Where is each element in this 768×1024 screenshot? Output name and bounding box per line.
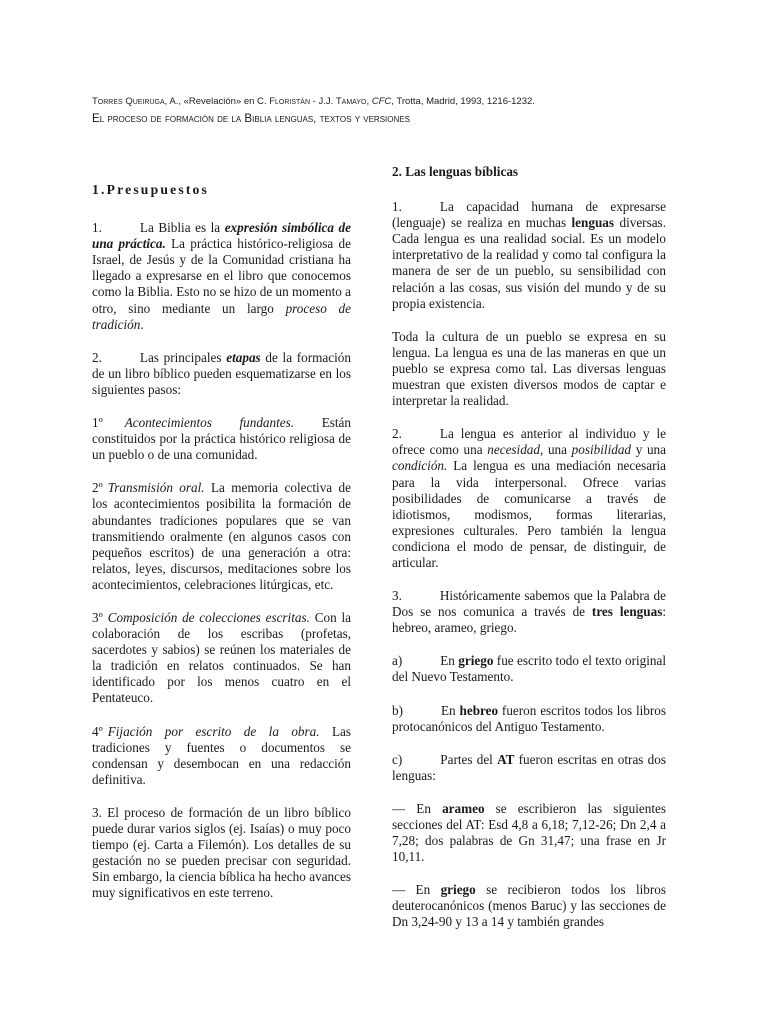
right-column (392, 164, 666, 948)
paragraph-number: 2. (392, 426, 402, 442)
bold-term: arameo (442, 800, 485, 816)
bold-italic-term: etapas (226, 349, 261, 365)
paragraph: 1. La capacidad humana de expresarse (lenguaje) se realiza en muchas lenguas diversas. Cada lengua es una realidad social. Es un modelo interpretativo de la realidad y como tal configura la manera de ser de un pueblo, su sensibilidad con relación a las cosas, sus visión del mundo y de su propia existencia. (392, 199, 666, 311)
paragraph-number: 2. (92, 349, 102, 365)
paragraph: 1º Acontecimientos fundantes. Están constituidos por la práctica histórico religiosa de un pueblo o de una comunidad. (92, 415, 351, 463)
italic-term: posibilidad (571, 442, 632, 458)
bold-term: griego (440, 882, 476, 898)
paragraph-number: b) (392, 702, 403, 718)
paragraph-number: c) (392, 751, 403, 767)
section-heading: 2. Las lenguas bíblicas (392, 164, 519, 179)
paragraph-number: 1. (392, 199, 402, 215)
paragraph: c) Partes del AT fueron escritas en otras dos lenguas: (392, 751, 666, 783)
bold-term: griego (458, 653, 494, 669)
citation-editor: Floristán (269, 96, 310, 107)
citation-text: , Trotta, Madrid, 1993, 1216-1232. (391, 96, 535, 107)
paragraph: 3. El proceso de formación de un libro bíblico puede durar varios siglos (ej. Isaías) o muy poco tiempo (ej. Carta a Filemón). Los detalles de su gestación no se pueden precisar con seguridad. Sin embargo, la ciencia bíblica ha hecho avances muy significativos en este terreno. (92, 804, 351, 901)
paragraph: 3º Composición de colecciones escritas. Con la colaboración de los escribas (profetas, sacerdotes y sabios) se reúnen los materiales de la tradición en relatos continuados. Se han identificado por los menos cuatro en el Pentateuco. (92, 609, 351, 706)
left-column (92, 182, 351, 918)
citation-text: - J.J. (310, 96, 336, 107)
paragraph-number: a) (392, 653, 403, 669)
citation-text: , (366, 96, 372, 107)
italic-term: Transmisión oral. (107, 480, 205, 496)
italic-term: necesidad (487, 442, 540, 458)
document-title: El proceso de formación de la Biblia lenguas, textos y versiones (92, 112, 410, 125)
citation-book: CFC (371, 96, 392, 107)
paragraph: 2. La lengua es anterior al individuo y le ofrece como una necesidad, una posibilidad y una condición. La lengua es una mediación necesaria para la vida interpersonal. Ofrece varias posibilidades de comunicarse a través de idiotismos, modismos, formas literarias, expresiones culturales. Pero también la lengua condiciona el modo de pensar, de distinguir, de articular. (392, 426, 666, 570)
document-header (92, 96, 692, 125)
paragraph: 2. Las principales etapas de la formación de un libro bíblico pueden esquematizarse en los siguientes pasos: (92, 349, 351, 397)
paragraph: a) En griego fue escrito todo el texto original del Nuevo Testamento. (392, 653, 666, 685)
paragraph: 2º Transmisión oral. La memoria colectiva de los acontecimientos posibilita la formación de abundantes tradiciones populares que se van transmitiendo oralmente (en algunos casos con pequeños escritos) de una generación a otra: relatos, leyes, discursos, meditaciones sobre los acontecimientos, celebraciones litúrgicas, etc. (92, 480, 351, 592)
paragraph-number: 1º (92, 415, 103, 431)
bibliographic-citation (92, 96, 692, 107)
italic-term: Composición de colecciones escritas. (107, 609, 310, 625)
paragraph: 4º Fijación por escrito de la obra. Las tradiciones y fuentes o documentos se condensan y desembocan en una redacción definitiva. (92, 723, 351, 787)
italic-term: Acontecimientos fundantes. (124, 415, 295, 431)
italic-term: Fijación por escrito de la obra. (107, 723, 320, 739)
paragraph-number: 3º (92, 609, 103, 625)
paragraph-number: 2º (92, 480, 103, 496)
bold-italic-term: expresión simbólica de una práctica. (92, 220, 351, 252)
italic-term: proceso de tradición (92, 300, 352, 332)
citation-editor: Tamayo (335, 96, 367, 107)
paragraph-number: 1. (92, 220, 102, 236)
paragraph-number: 3. (392, 588, 402, 604)
paragraph: 3. Históricamente sabemos que la Palabra de Dos se nos comunica a través de tres lenguas: hebreo, arameo, griego. (392, 588, 666, 636)
paragraph: — En arameo se escribieron las siguientes secciones del AT: Esd 4,8 a 6,18; 7,12-26; Dn 2,4 a 7,28; dos palabras de Gn 31,47; una frase en Jr 10,11. (392, 800, 666, 865)
italic-term: condición. (392, 458, 448, 474)
bold-term: AT (497, 751, 515, 767)
paragraph: — En griego se recibieron todos los libros deuterocanónicos (menos Baruc) y las secciones de Dn 3,24-90 y 13 a 14 y también grandes (392, 882, 666, 930)
citation-text: , A., «Revelación» en C. (164, 96, 270, 107)
paragraph-number: 4º (92, 723, 103, 739)
bold-term: tres lenguas (591, 604, 663, 620)
paragraph: Toda la cultura de un pueblo se expresa en su lengua. La lengua es una de las maneras en que un pueblo se expresa como tal. Las diversas lenguas muestran que existen diversos modos de captar e interpretar la realidad. (392, 328, 666, 409)
bold-term: hebreo (459, 702, 499, 718)
citation-authors: Torres Queiruga (92, 96, 165, 107)
paragraph: b) En hebreo fueron escritos todos los libros protocanónicos del Antiguo Testamento. (392, 702, 666, 734)
bold-term: lenguas (571, 215, 615, 231)
section-heading: 1.Presupuestos (92, 182, 210, 197)
paragraph: 1. La Biblia es la expresión simbólica de una práctica. La práctica histórico-religiosa de Israel, de Jesús y de la Comunidad cristiana ha llegado a expresarse en el libro que conocemos como la Biblia. Esto no se hizo de un momento a otro, sino mediante un largo proceso de tradición. (92, 220, 352, 332)
